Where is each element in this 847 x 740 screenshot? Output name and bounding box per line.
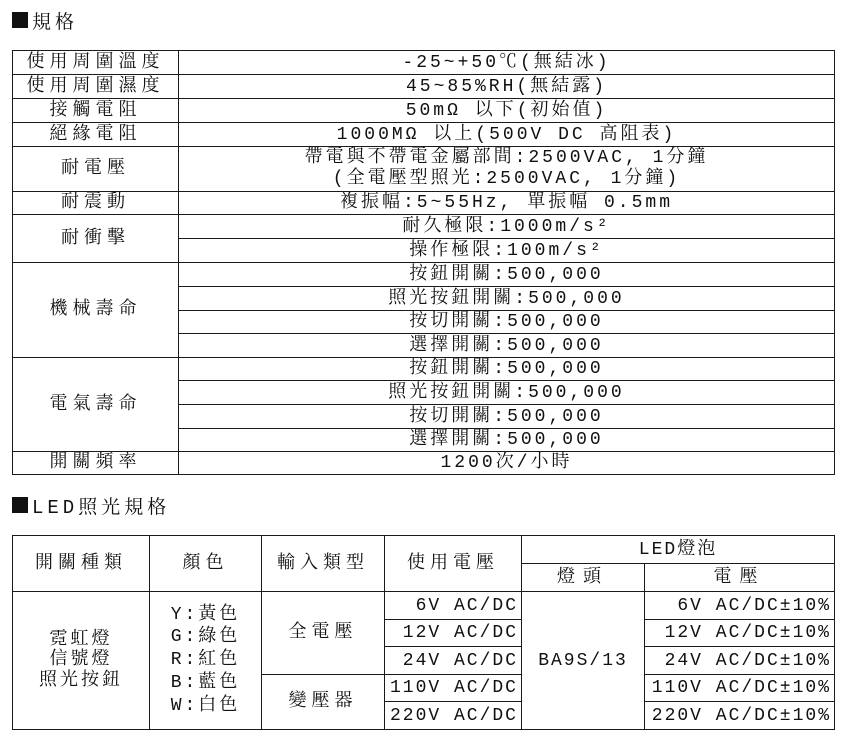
spec-value-electrical-life-illuminated: 照光按鈕開關:500,000 (179, 381, 835, 405)
led-color-item: B:藍色 (170, 672, 241, 693)
specs-table (12, 50, 835, 475)
spec-label-contact-resistance: 接觸電阻 (13, 99, 179, 123)
spec-value-insulation-resistance: 1000MΩ 以上(500V DC 高阻表) (179, 123, 835, 147)
led-bulb-base: BA9S/13 (522, 592, 645, 730)
spec-label-ambient-temperature: 使用周圍溫度 (13, 51, 179, 75)
led-header-operating-voltage: 使用電壓 (385, 536, 522, 592)
led-bulb-voltage: 220V AC/DC±10% (645, 702, 835, 730)
spec-value-electrical-life-toggle: 按切開關:500,000 (179, 405, 835, 429)
led-color-item: W:白色 (170, 695, 241, 716)
led-switch-type: 霓虹燈 (49, 629, 113, 650)
spec-value-shock-endurance: 耐久極限:1000m/s² (179, 215, 835, 239)
spec-value-mechanical-life-selector: 選擇開關:500,000 (179, 334, 835, 358)
led-color-item: G:綠色 (170, 627, 241, 648)
led-bulb-voltage: 24V AC/DC±10% (645, 647, 835, 675)
spec-value-electrical-life-push: 按鈕開關:500,000 (179, 358, 835, 381)
black-square-icon (12, 497, 28, 513)
led-heading (12, 494, 171, 519)
led-bulb-voltage: 12V AC/DC±10% (645, 620, 835, 647)
led-table (12, 535, 835, 730)
black-square-icon (12, 12, 28, 28)
led-input-type-full-voltage: 全電壓 (262, 592, 385, 675)
spec-label-insulation-resistance: 絕緣電阻 (13, 123, 179, 147)
led-header-led-bulb: LED燈泡 (522, 536, 835, 564)
spec-label-shock-resistance: 耐衝擊 (13, 215, 179, 263)
led-operating-voltage: 24V AC/DC (385, 647, 522, 675)
led-header-switch-type: 開關種類 (13, 536, 150, 592)
spec-label-switching-frequency: 開關頻率 (13, 452, 179, 475)
spec-label-ambient-humidity: 使用周圍濕度 (13, 75, 179, 99)
spec-label-mechanical-life: 機械壽命 (13, 263, 179, 358)
led-operating-voltage: 110V AC/DC (385, 675, 522, 702)
spec-value-line: 帶電與不帶電金屬部間:2500VAC, 1分鐘 (304, 148, 709, 168)
spec-value-contact-resistance: 50mΩ 以下(初始值) (179, 99, 835, 123)
spec-value-mechanical-life-push: 按鈕開關:500,000 (179, 263, 835, 287)
spec-value-line: (全電壓型照光:2500VAC, 1分鐘) (332, 169, 681, 189)
led-switch-type: 照光按鈕 (39, 670, 123, 691)
led-operating-voltage: 12V AC/DC (385, 620, 522, 647)
spec-value-mechanical-life-illuminated: 照光按鈕開關:500,000 (179, 287, 835, 311)
spec-value-mechanical-life-toggle: 按切開關:500,000 (179, 311, 835, 334)
spec-value-electrical-life-selector: 選擇開關:500,000 (179, 429, 835, 452)
spec-value-switching-frequency: 1200次/小時 (179, 452, 835, 475)
spec-value-shock-operating: 操作極限:100m/s² (179, 239, 835, 263)
led-bulb-voltage: 110V AC/DC±10% (645, 675, 835, 702)
specs-heading (12, 9, 79, 34)
led-header-color: 顏色 (150, 536, 262, 592)
led-header-bulb-voltage: 電壓 (645, 564, 835, 592)
specs-heading-text: 規格 (32, 11, 79, 34)
led-color-item: Y:黃色 (170, 604, 241, 625)
spec-value-ambient-humidity: 45~85%RH(無結露) (179, 75, 835, 99)
spec-label-dielectric-strength: 耐電壓 (13, 147, 179, 192)
spec-label-vibration-resistance: 耐震動 (13, 192, 179, 215)
led-operating-voltage: 220V AC/DC (385, 702, 522, 730)
spec-label-electrical-life: 電氣壽命 (13, 358, 179, 452)
led-switch-type: 信號燈 (49, 650, 113, 671)
led-operating-voltage: 6V AC/DC (385, 592, 522, 620)
led-header-base: 燈頭 (522, 564, 645, 592)
led-bulb-voltage: 6V AC/DC±10% (645, 592, 835, 620)
led-color-item: R:紅色 (170, 650, 241, 671)
led-switch-types (13, 592, 150, 730)
led-input-type-transformer: 變壓器 (262, 675, 385, 730)
led-color-list (171, 604, 241, 718)
spec-value-vibration-resistance: 複振幅:5~55Hz, 單振幅 0.5mm (179, 192, 835, 215)
led-colors (150, 592, 262, 730)
led-heading-text: LED照光規格 (32, 496, 171, 519)
spec-value-dielectric-strength (179, 147, 835, 192)
spec-value-ambient-temperature: -25~+50℃(無結冰) (179, 51, 835, 75)
led-header-input-type: 輸入類型 (262, 536, 385, 592)
